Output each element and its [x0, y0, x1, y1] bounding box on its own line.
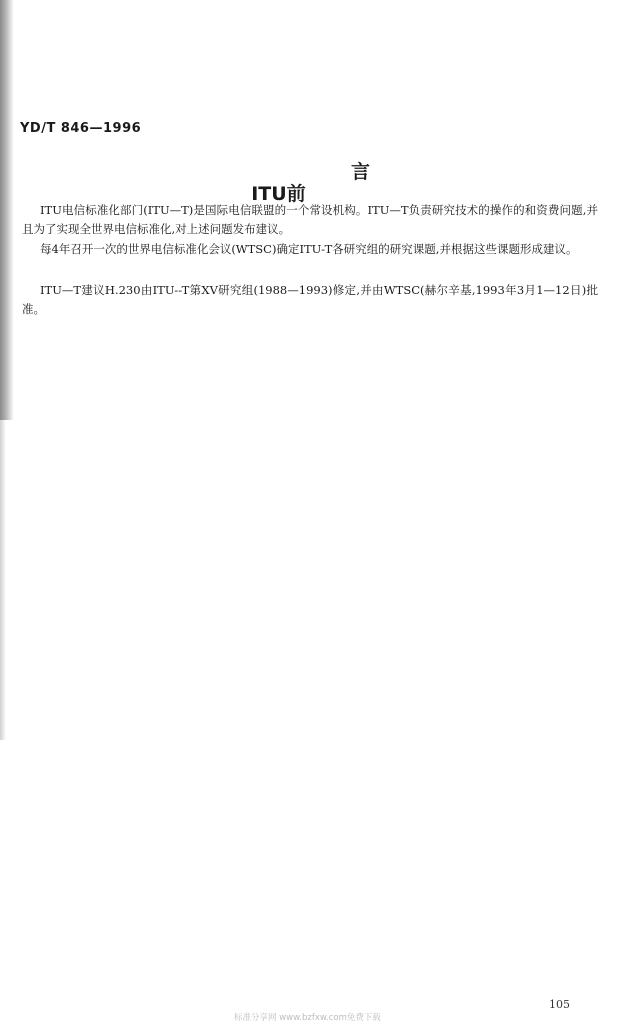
standard-code: YD/T 846—1996: [20, 121, 142, 136]
page-number: 105: [549, 998, 570, 1011]
paragraph-text: ITU—T建议H.230由ITU--T第XV研究组(1988—1993)修定,并由WTSC(赫尔辛基,1993年3月1—12日)批准。: [22, 283, 598, 316]
paragraph-3: [22, 281, 598, 319]
paragraph-text: 每4年召开一次的世界电信标准化会议(WTSC)确定ITU-T各研究组的研究课题,并根据这些课题形成建议。: [40, 242, 578, 256]
paragraph-2: [22, 240, 598, 259]
scan-shadow-edge: [0, 0, 14, 420]
scan-shadow-edge-lower: [0, 420, 6, 740]
paragraph-1: [22, 201, 598, 239]
title-part-1: ITU前: [251, 183, 306, 205]
paragraph-text: ITU电信标准化部门(ITU—T)是国际电信联盟的一个常设机构。ITU—T负责研究技术的操作的和资费问题,并且为了实现全世界电信标准化,对上述问题发布建议。: [22, 203, 598, 236]
watermark: 标准分享网 www.bzfxw.com免费下载: [234, 1013, 381, 1023]
title-part-2: 言: [351, 161, 371, 183]
